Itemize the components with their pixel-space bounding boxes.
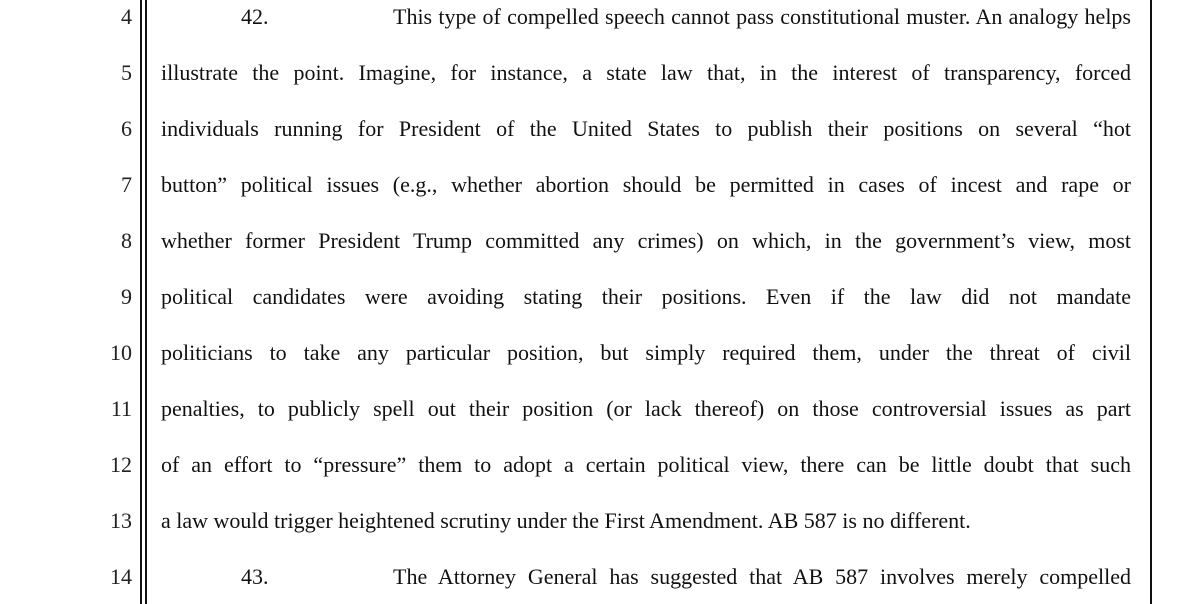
line-number: 11: [110, 396, 132, 421]
margin-rule-left-inner: [145, 0, 147, 604]
line-number: 13: [110, 508, 132, 533]
line-number: 12: [110, 452, 132, 477]
margin-rule-right: [1150, 0, 1152, 604]
paragraph-line: button” political issues (e.g., whether abortion should be permitted in cases of incest and rape or: [161, 172, 1131, 197]
paragraph-line: of an effort to “pressure” them to adopt a certain political view, there can be little doubt that such: [161, 452, 1131, 477]
paragraph-line: individuals running for President of the United States to publish their positions on several “hot: [161, 116, 1131, 141]
line-number: 5: [121, 60, 132, 85]
line-number: 9: [121, 284, 132, 309]
paragraph-line: illustrate the point. Imagine, for instance, a state law that, in the interest of transparency, forced: [161, 60, 1131, 85]
line-number: 4: [121, 4, 132, 29]
paragraph-text: This type of compelled speech cannot pass constitutional muster. An analogy helps: [393, 4, 1131, 29]
paragraph-text: The Attorney General has suggested that AB 587 involves merely compelled: [393, 564, 1131, 589]
margin-rule-left-outer: [140, 0, 142, 604]
paragraph-line: political candidates were avoiding stating their positions. Even if the law did not mandate: [161, 284, 1131, 309]
paragraph-number: 43.: [241, 564, 269, 589]
line-number: 7: [121, 172, 132, 197]
paragraph-line: whether former President Trump committed any crimes) on which, in the government’s view, most: [161, 228, 1131, 253]
paragraph-number: 42.: [241, 4, 269, 29]
line-number: 10: [110, 340, 132, 365]
paragraph-line: penalties, to publicly spell out their position (or lack thereof) on those controversial issues as part: [161, 396, 1131, 421]
line-number: 8: [121, 228, 132, 253]
paragraph-43-first-line: [161, 566, 1131, 588]
paragraph-last-line: a law would trigger heightened scrutiny under the First Amendment. AB 587 is no different.: [161, 508, 971, 533]
paragraph-42-first-line: [161, 6, 1131, 28]
line-number-column: [0, 0, 140, 604]
paragraph-line: politicians to take any particular position, but simply required them, under the threat of civil: [161, 340, 1131, 365]
line-number: 6: [121, 116, 132, 141]
line-number: 14: [110, 564, 132, 589]
